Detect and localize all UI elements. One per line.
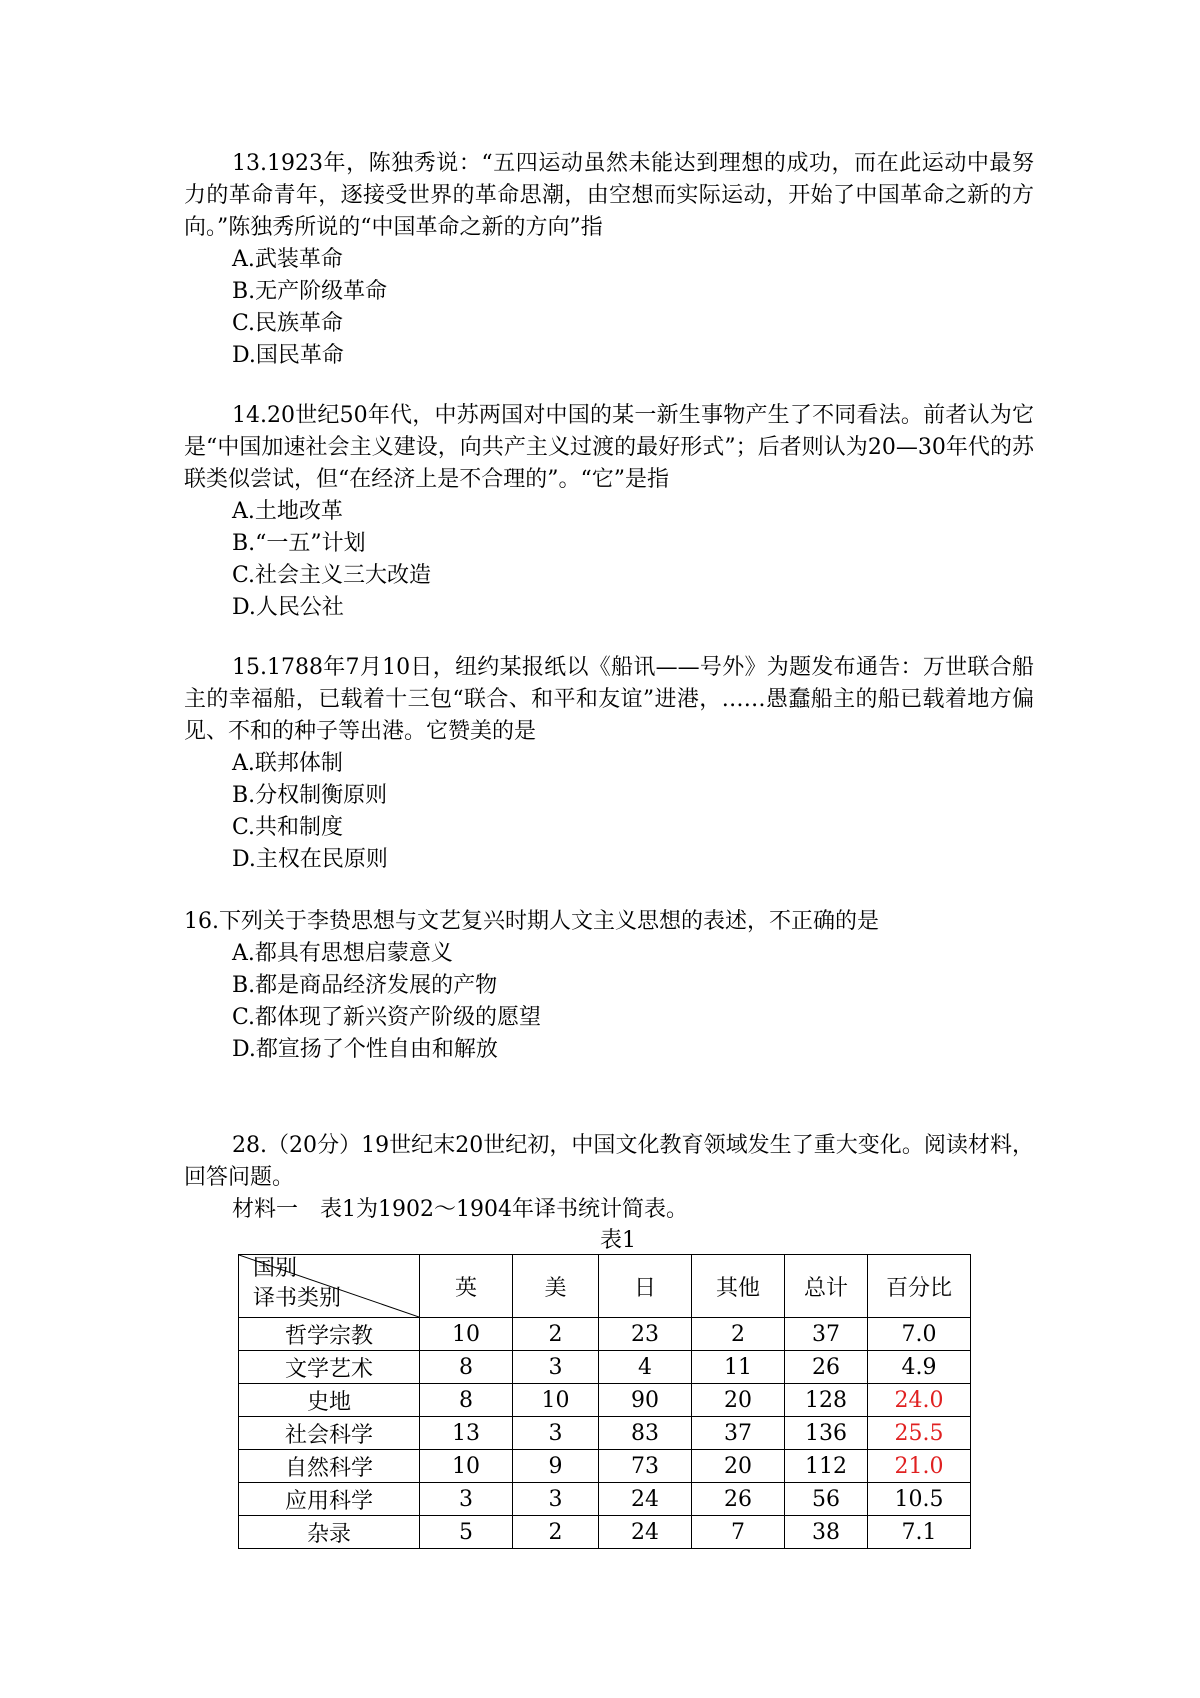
option-b: B.“一五”计划 (232, 531, 366, 556)
question-stem: 28.（20分）19世纪末20世纪初，中国文化教育领域发生了重大变化。阅读材料，回答问题。 (184, 1133, 1034, 1190)
table-row (239, 1351, 971, 1384)
table-cell: 56 (785, 1483, 868, 1516)
table-cell: 2 (513, 1318, 599, 1351)
option-c: C.民族革命 (232, 311, 344, 336)
table-cell: 20 (692, 1384, 785, 1417)
table-header-row (239, 1255, 971, 1318)
table-cell: 23 (599, 1318, 692, 1351)
table-cell: 10 (420, 1450, 513, 1483)
option-a: A.都具有思想启蒙意义 (232, 941, 453, 966)
table-cell: 24 (599, 1483, 692, 1516)
option-a: A.武装革命 (232, 247, 343, 272)
question-14 (184, 400, 1034, 624)
table-cell: 3 (513, 1417, 599, 1450)
option-d: D.主权在民原则 (232, 847, 388, 872)
table-cell: 3 (513, 1483, 599, 1516)
table-cell: 37 (785, 1318, 868, 1351)
column-header: 日 (599, 1255, 692, 1318)
table-cell: 128 (785, 1384, 868, 1417)
row-category: 哲学宗教 (239, 1318, 420, 1351)
table-row (239, 1516, 971, 1549)
row-category: 社会科学 (239, 1417, 420, 1450)
question-stem: 16.下列关于李贽思想与文艺复兴时期人文主义思想的表述，不正确的是 (184, 909, 879, 934)
table-cell: 90 (599, 1384, 692, 1417)
option-d: D.人民公社 (232, 595, 344, 620)
table-cell: 25.5 (868, 1417, 971, 1450)
option-b: B.无产阶级革命 (232, 279, 388, 304)
table-corner-cell (239, 1255, 420, 1318)
table-row (239, 1450, 971, 1483)
table-body (239, 1318, 971, 1549)
table-caption: 表1 (600, 1228, 636, 1253)
option-c: C.社会主义三大改造 (232, 563, 432, 588)
option-a: A.联邦体制 (232, 751, 343, 776)
table-cell: 38 (785, 1516, 868, 1549)
table-row (239, 1318, 971, 1351)
row-category: 应用科学 (239, 1483, 420, 1516)
table-cell: 7 (692, 1516, 785, 1549)
table-cell: 2 (692, 1318, 785, 1351)
row-category: 文学艺术 (239, 1351, 420, 1384)
column-header: 其他 (692, 1255, 785, 1318)
column-header: 百分比 (868, 1255, 971, 1318)
material-one-intro: 材料一 表1为1902～1904年译书统计简表。 (232, 1197, 688, 1222)
table-row (239, 1384, 971, 1417)
table-cell: 7.1 (868, 1516, 971, 1549)
option-d: D.国民革命 (232, 343, 344, 368)
table-cell: 73 (599, 1450, 692, 1483)
row-category: 杂录 (239, 1516, 420, 1549)
question-28 (184, 1130, 1034, 1226)
table-cell: 8 (420, 1351, 513, 1384)
option-c: C.共和制度 (232, 815, 344, 840)
table-cell: 8 (420, 1384, 513, 1417)
table-cell: 37 (692, 1417, 785, 1450)
translation-stats-table (238, 1254, 971, 1549)
table-cell: 136 (785, 1417, 868, 1450)
table-cell: 5 (420, 1516, 513, 1549)
question-13 (184, 148, 1034, 372)
question-stem: 15.1788年7月10日，纽约某报纸以《船讯——号外》为题发布通告：万世联合船主的幸福船，已载着十三包“联合、和平和友谊”进港，……愚蠢船主的船已载着地方偏见、不和的种子等出港。它赞美的是 (184, 655, 1034, 744)
table-cell: 4 (599, 1351, 692, 1384)
column-header: 英 (420, 1255, 513, 1318)
row-category: 自然科学 (239, 1450, 420, 1483)
table-cell: 9 (513, 1450, 599, 1483)
table-cell: 20 (692, 1450, 785, 1483)
question-stem: 13.1923年，陈独秀说：“五四运动虽然未能达到理想的成功，而在此运动中最努力的革命青年，逐接受世界的革命思潮，由空想而实际运动，开始了中国革命之新的方向。”陈独秀所说的“中国革命之新的方向”指 (184, 151, 1034, 240)
table-cell: 10 (513, 1384, 599, 1417)
table-cell: 3 (420, 1483, 513, 1516)
table-cell: 21.0 (868, 1450, 971, 1483)
option-a: A.土地改革 (232, 499, 343, 524)
column-header: 总计 (785, 1255, 868, 1318)
option-b: B.都是商品经济发展的产物 (232, 973, 498, 998)
table-cell: 83 (599, 1417, 692, 1450)
table-cell: 3 (513, 1351, 599, 1384)
table-cell: 24 (599, 1516, 692, 1549)
table-row (239, 1483, 971, 1516)
table-cell: 24.0 (868, 1384, 971, 1417)
table-cell: 26 (785, 1351, 868, 1384)
option-c: C.都体现了新兴资产阶级的愿望 (232, 1005, 542, 1030)
question-15 (184, 652, 1034, 876)
column-header: 美 (513, 1255, 599, 1318)
table-cell: 13 (420, 1417, 513, 1450)
table-cell: 10 (420, 1318, 513, 1351)
table-cell: 112 (785, 1450, 868, 1483)
table-cell: 4.9 (868, 1351, 971, 1384)
question-stem: 14.20世纪50年代，中苏两国对中国的某一新生事物产生了不同看法。前者认为它是“中国加速社会主义建设，向共产主义过渡的最好形式”；后者则认为20—30年代的苏联类似尝试，但“在经济上是不合理的”。“它”是指 (184, 403, 1034, 492)
corner-label-country: 国别 (253, 1256, 298, 1281)
table-row (239, 1417, 971, 1450)
question-16 (184, 906, 1034, 1066)
table-cell: 2 (513, 1516, 599, 1549)
table-cell: 11 (692, 1351, 785, 1384)
corner-label-category: 译书类别 (253, 1286, 342, 1311)
table-cell: 10.5 (868, 1483, 971, 1516)
table-cell: 26 (692, 1483, 785, 1516)
option-b: B.分权制衡原则 (232, 783, 388, 808)
option-d: D.都宣扬了个性自由和解放 (232, 1037, 498, 1062)
row-category: 史地 (239, 1384, 420, 1417)
table-cell: 7.0 (868, 1318, 971, 1351)
